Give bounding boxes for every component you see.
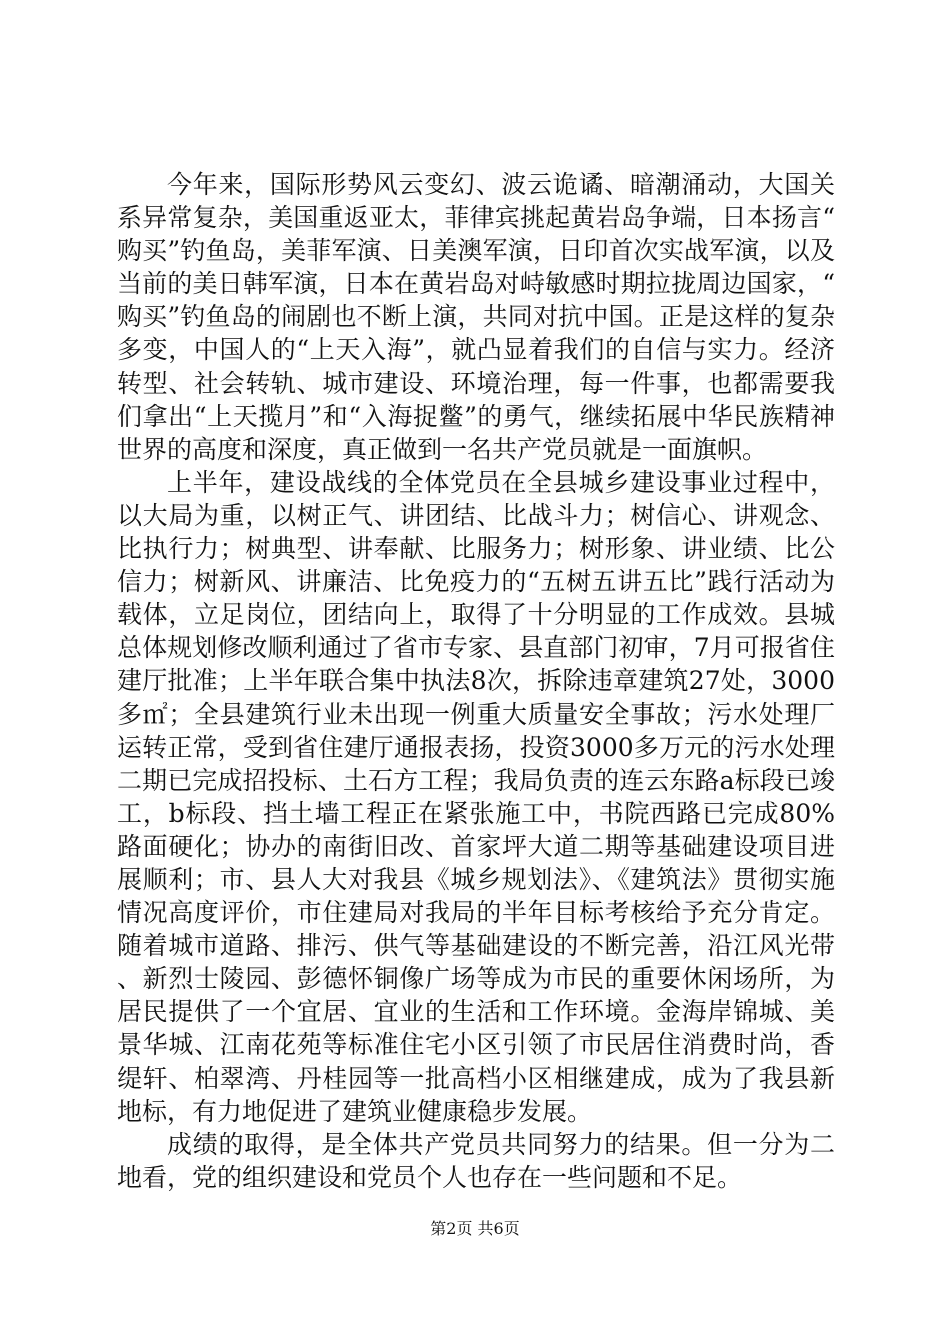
document-body: [117, 168, 835, 1194]
paragraph-first-half-achievements: 上半年，建设战线的全体党员在全县城乡建设事业过程中，以大局为重，以树正气、讲团结、比战斗力；树信心、讲观念、比执行力；树典型、讲奉献、比服务力；树形象、讲业绩、比公信力；树新风、讲廉洁、比免疫力的“五树五讲五比”践行活动为载体，立足岗位，团结向上，取得了十分明显的工作成效。县城总体规划修改顺利通过了省市专家、县直部门初审，7月可报省住建厅批准；上半年联合集中执法8次，拆除违章建筑27处，3000多㎡；全县建筑行业未出现一例重大质量安全事故；污水处理厂运转正常，受到省住建厅通报表扬，投资3000多万元的污水处理二期已完成招投标、土石方工程；我局负责的连云东路a标段已竣工，b标段、挡土墙工程正在紧张施工中，书院西路已完成80%路面硬化；协办的南街旧改、首家坪大道二期等基础建设项目进展顺利；市、县人大对我县《城乡规划法》、《建筑法》贯彻实施情况高度评价，市住建局对我局的半年目标考核给予充分肯定。随着城市道路、排污、供气等基础建设的不断完善，沿江风光带、新烈士陵园、彭德怀铜像广场等成为市民的重要休闲场所，为居民提供了一个宜居、宜业的生活和工作环境。金海岸锦城、美景华城、江南花苑等标准住宅小区引领了市民居住消费时尚，香缇轩、柏翠湾、丹桂园等一批高档小区相继建成，成为了我县新地标，有力地促进了建筑业健康稳步发展。: [117, 467, 835, 1126]
paragraph-international-situation: 今年来，国际形势风云变幻、波云诡谲、暗潮涌动，大国关系异常复杂，美国重返亚太，菲律宾挑起黄岩岛争端，日本扬言“购买”钓鱼岛，美菲军演、日美澳军演，日印首次实战军演，以及当前的美日韩军演，日本在黄岩岛对峙敏感时期拉拢周边国家，“购买”钓鱼岛的闹剧也不断上演，共同对抗中国。正是这样的复杂多变，中国人的“上天入海”，就凸显着我们的自信与实力。经济转型、社会转轨、城市建设、环境治理，每一件事，也都需要我们拿出“上天揽月”和“入海捉鳖”的勇气，继续拓展中华民族精神世界的高度和深度，真正做到一名共产党员就是一面旗帜。: [117, 170, 835, 464]
paragraph-problems-and-shortcomings: 成绩的取得，是全体共产党员共同努力的结果。但一分为二地看，党的组织建设和党员个人也存在一些问题和不足。: [117, 1129, 835, 1192]
page-number: 第2页 共6页: [430, 1219, 520, 1238]
page-footer: [0, 1219, 950, 1239]
